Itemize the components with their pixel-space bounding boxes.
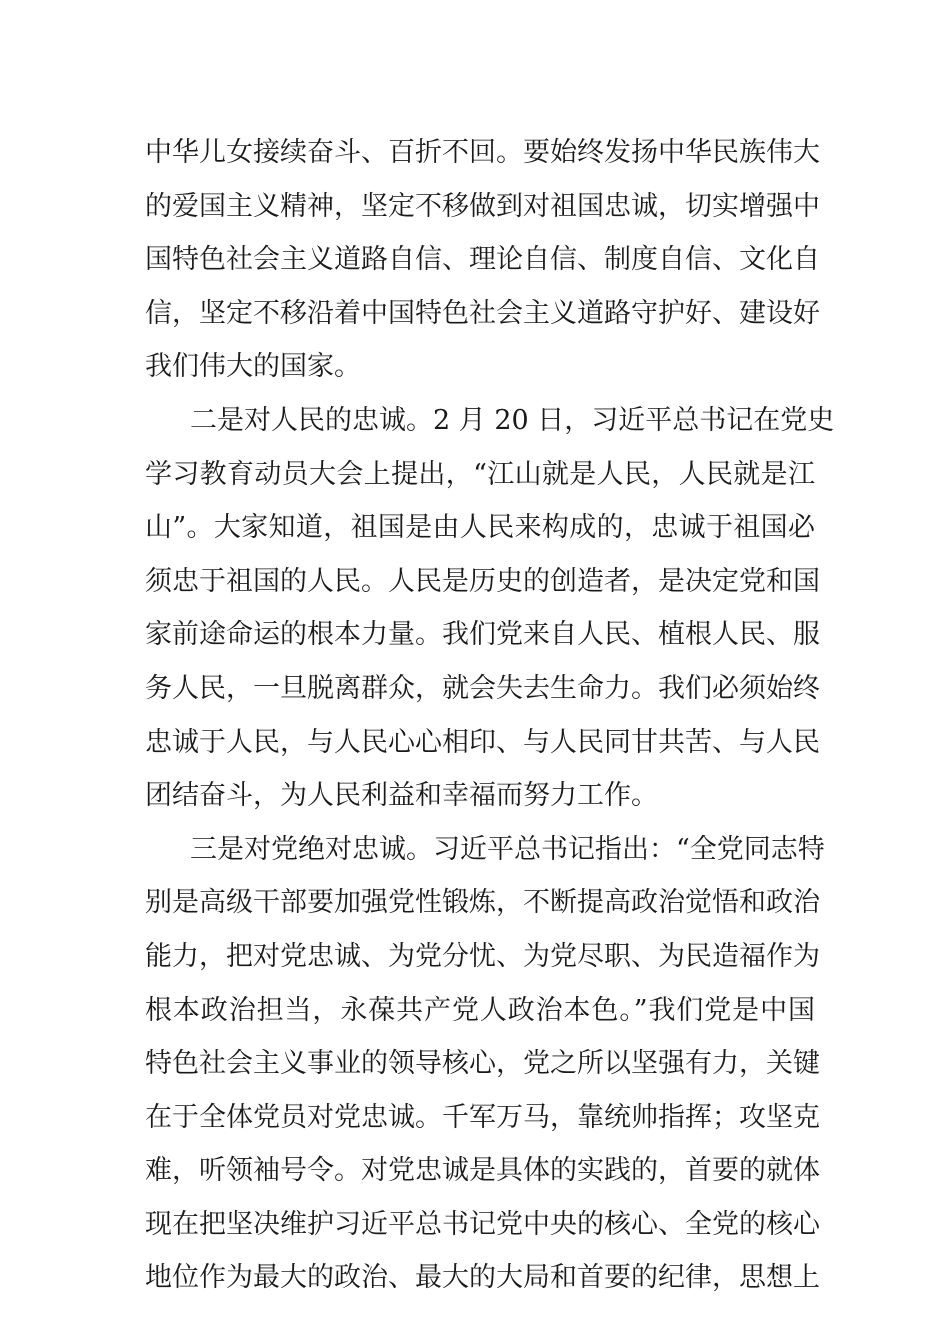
text-line: 的爱国主义精神，坚定不移做到对祖国忠诚，切实增强中 — [145, 190, 820, 222]
text-line: 在于全体党员对党忠诚。千军万马，靠统帅指挥；攻坚克 — [145, 1101, 820, 1133]
text-line: 三是对党绝对忠诚。习近平总书记指出：“全党同志特 — [190, 833, 825, 865]
text-line: 忠诚于人民，与人民心心相印、与人民同甘共苦、与人民 — [145, 726, 820, 758]
text-line: 我们伟大的国家。 — [145, 351, 361, 383]
text-line: 现在把坚决维护习近平总书记党中央的核心、全党的核心 — [145, 1208, 820, 1240]
text-line: 根本政治担当，永葆共产党人政治本色。”我们党是中国 — [145, 994, 815, 1026]
paragraph-2 — [145, 394, 835, 823]
paragraph-1 — [145, 126, 820, 394]
text-line: 别是高级干部要加强党性锻炼，不断提高政治觉悟和政治 — [145, 887, 820, 919]
text-line: 团结奋斗，为人民利益和幸福而努力工作。 — [145, 780, 658, 812]
text-line: 山”。大家知道，祖国是由人民来构成的，忠诚于祖国必 — [145, 512, 815, 544]
paragraph-3 — [145, 823, 825, 1305]
text-line: 能力，把对党忠诚、为党分忧、为党尽职、为民造福作为 — [145, 940, 820, 972]
text-line: 信，坚定不移沿着中国特色社会主义道路守护好、建设好 — [145, 297, 820, 329]
text-line: 二是对人民的忠诚。2 月 20 日，习近平总书记在党史 — [190, 404, 835, 436]
text-line: 中华儿女接续奋斗、百折不回。要始终发扬中华民族伟大 — [145, 137, 820, 168]
text-line: 须忠于祖国的人民。人民是历史的创造者，是决定党和国 — [145, 565, 820, 597]
body-text — [145, 126, 835, 1305]
text-line: 务人民，一旦脱离群众，就会失去生命力。我们必须始终 — [145, 672, 820, 704]
text-line: 国特色社会主义道路自信、理论自信、制度自信、文化自 — [145, 244, 820, 276]
text-line: 难，听领袖号令。对党忠诚是具体的实践的，首要的就体 — [145, 1155, 820, 1187]
text-line: 地位作为最大的政治、最大的大局和首要的纪律，思想上 — [145, 1262, 820, 1294]
text-line: 特色社会主义事业的领导核心，党之所以坚强有力，关键 — [145, 1048, 820, 1080]
text-line: 家前途命运的根本力量。我们党来自人民、植根人民、服 — [145, 619, 820, 651]
text-line: 学习教育动员大会上提出，“江山就是人民，人民就是江 — [145, 458, 815, 490]
